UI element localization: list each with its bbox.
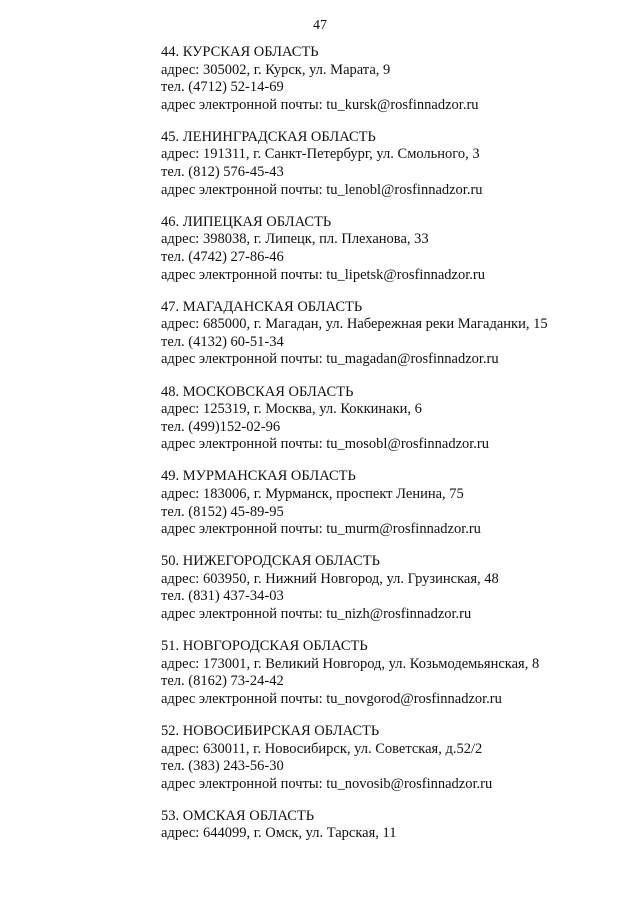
region-email: адрес электронной почты: tu_magadan@rosfinnadzor.ru — [161, 351, 499, 368]
region-entry — [161, 553, 631, 623]
region-entry — [161, 44, 631, 114]
region-email: адрес электронной почты: tu_murm@rosfinnadzor.ru — [161, 521, 481, 538]
region-phone: тел. (499)152-02-96 — [161, 418, 281, 435]
region-entry — [161, 129, 631, 199]
region-address: адрес: 644099, г. Омск, ул. Тарская, 11 — [161, 825, 397, 842]
region-entry — [161, 808, 631, 843]
region-title: 46. ЛИПЕЦКАЯ ОБЛАСТЬ — [161, 213, 332, 230]
region-address: адрес: 173001, г. Великий Новгород, ул. Козьмодемьянская, 8 — [161, 655, 540, 672]
region-phone: тел. (831) 437-34-03 — [161, 588, 284, 605]
region-title: 44. КУРСКАЯ ОБЛАСТЬ — [161, 44, 319, 60]
page-number: 47 — [313, 18, 327, 33]
region-phone: тел. (8162) 73-24-42 — [161, 673, 284, 690]
region-address: адрес: 398038, г. Липецк, пл. Плеханова, 33 — [161, 231, 429, 248]
region-email: адрес электронной почты: tu_lenobl@rosfinnadzor.ru — [161, 181, 483, 198]
region-address: адрес: 125319, г. Москва, ул. Коккинаки, 6 — [161, 401, 422, 418]
region-phone: тел. (383) 243-56-30 — [161, 758, 284, 775]
region-email: адрес электронной почты: tu_novosib@rosfinnadzor.ru — [161, 775, 493, 792]
region-address: адрес: 685000, г. Магадан, ул. Набережная реки Магаданки, 15 — [161, 316, 548, 333]
region-address: адрес: 191311, г. Санкт-Петербург, ул. Смольного, 3 — [161, 146, 480, 163]
region-title: 52. НОВОСИБИРСКАЯ ОБЛАСТЬ — [161, 723, 380, 739]
region-address: адрес: 305002, г. Курск, ул. Марата, 9 — [161, 61, 391, 78]
region-entry — [161, 638, 631, 708]
region-entry — [161, 299, 631, 369]
region-title: 45. ЛЕНИНГРАДСКАЯ ОБЛАСТЬ — [161, 128, 376, 145]
region-entry — [161, 384, 631, 454]
region-title: 48. МОСКОВСКАЯ ОБЛАСТЬ — [161, 383, 354, 400]
region-address: адрес: 603950, г. Нижний Новгород, ул. Грузинская, 48 — [161, 570, 499, 587]
region-email: адрес электронной почты: tu_lipetsk@rosfinnadzor.ru — [161, 266, 485, 283]
region-phone: тел. (4712) 52-14-69 — [161, 79, 284, 96]
region-phone: тел. (8152) 45-89-95 — [161, 503, 284, 520]
region-title: 53. ОМСКАЯ ОБЛАСТЬ — [161, 807, 315, 824]
region-phone: тел. (812) 576-45-43 — [161, 164, 284, 181]
region-office-list — [161, 44, 631, 858]
region-title: 51. НОВГОРОДСКАЯ ОБЛАСТЬ — [161, 638, 368, 655]
region-email: адрес электронной почты: tu_mosobl@rosfinnadzor.ru — [161, 436, 489, 453]
region-entry — [161, 468, 631, 538]
region-entry — [161, 214, 631, 284]
region-email: адрес электронной почты: tu_kursk@rosfinnadzor.ru — [161, 96, 479, 113]
region-title: 47. МАГАДАНСКАЯ ОБЛАСТЬ — [161, 298, 363, 315]
region-address: адрес: 183006, г. Мурманск, проспект Ленина, 75 — [161, 485, 464, 502]
region-entry — [161, 723, 631, 793]
region-title: 50. НИЖЕГОРОДСКАЯ ОБЛАСТЬ — [161, 553, 380, 570]
region-email: адрес электронной почты: tu_nizh@rosfinnadzor.ru — [161, 606, 472, 623]
region-phone: тел. (4132) 60-51-34 — [161, 333, 284, 350]
region-title: 49. МУРМАНСКАЯ ОБЛАСТЬ — [161, 468, 356, 485]
region-address: адрес: 630011, г. Новосибирск, ул. Советская, д.52/2 — [161, 740, 483, 757]
region-phone: тел. (4742) 27-86-46 — [161, 248, 284, 265]
region-email: адрес электронной почты: tu_novgorod@rosfinnadzor.ru — [161, 690, 502, 707]
